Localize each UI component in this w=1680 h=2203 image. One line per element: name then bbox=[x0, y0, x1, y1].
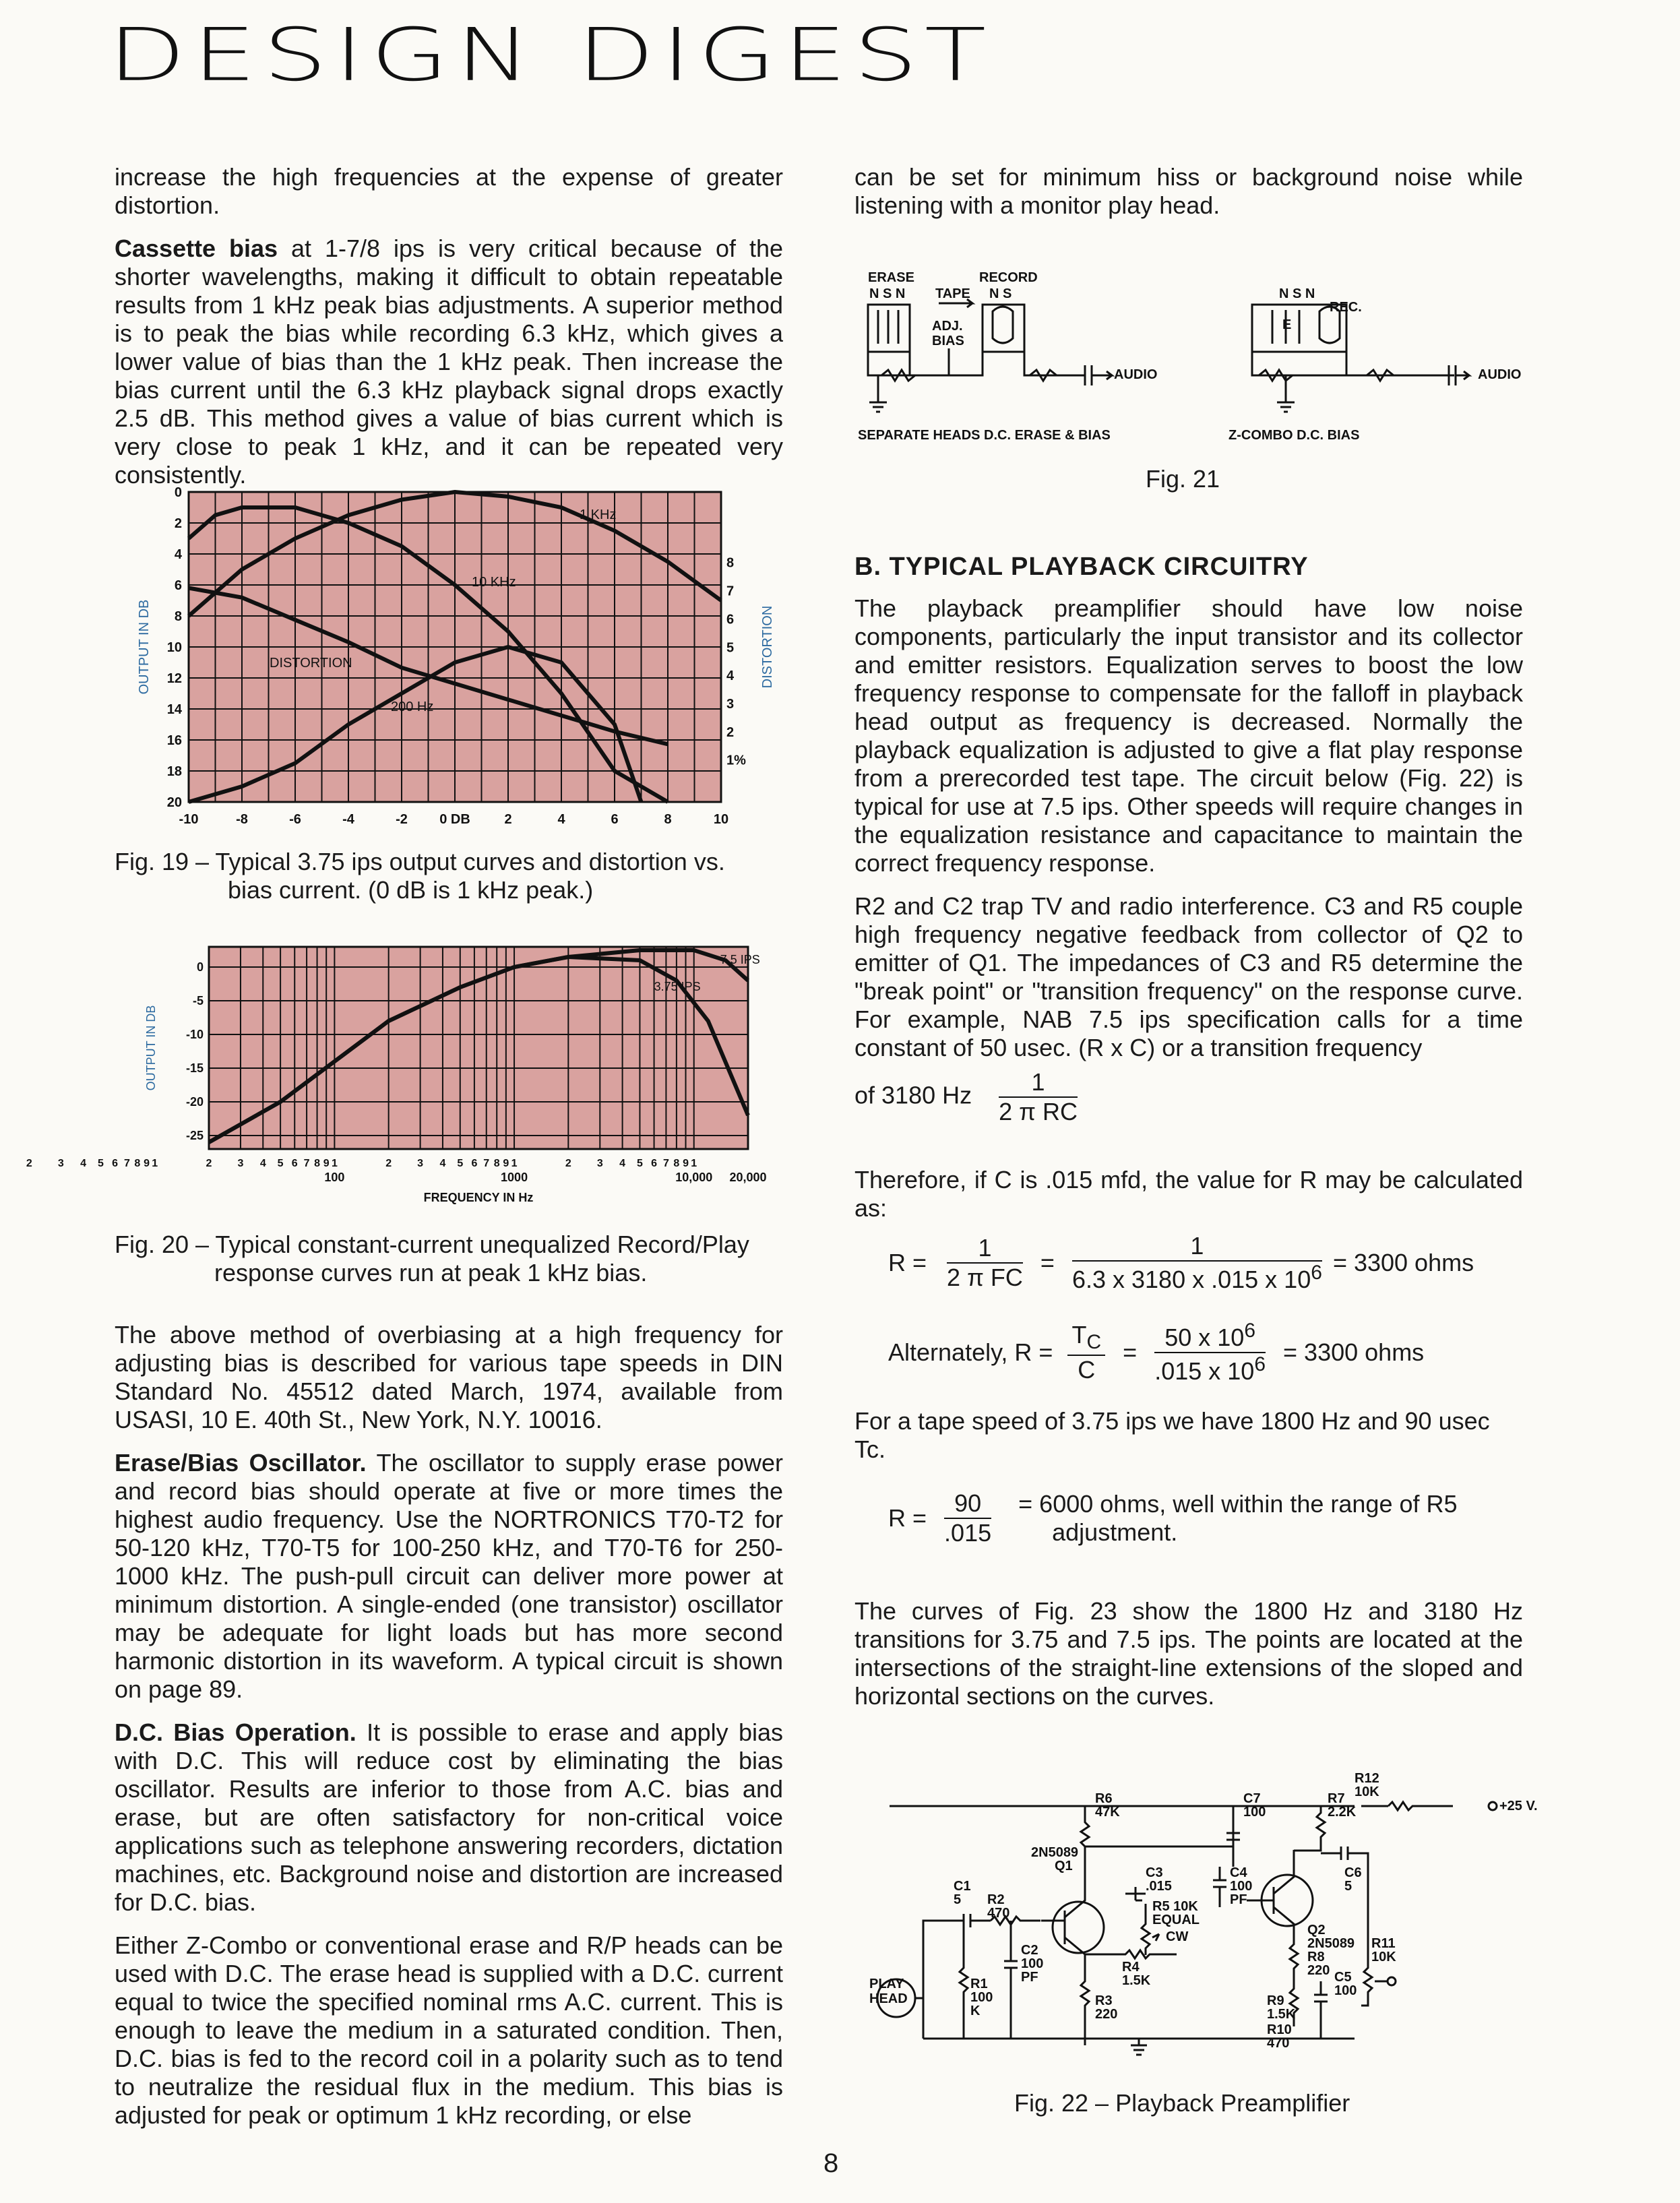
x-tick-label: 1 bbox=[331, 1158, 338, 1169]
y-tick-label: 0 bbox=[196, 960, 204, 974]
paragraph-text: It is possible to erase and apply bias with D.C. This will reduce cost by eliminating the bias oscillator. Results are inferior to those from A.C. bias and erase, but are often satisfactory for non-critical voice applications such as telephone answering recorders, dictation machines, etc. Background noise and distortion are increased for D.C. bias. bbox=[115, 1718, 783, 1916]
series-label: 1 KHz bbox=[580, 507, 617, 522]
label-nsn: N S N bbox=[869, 286, 906, 301]
label-erase: ERASE bbox=[868, 270, 914, 285]
y-tick-label: -10 bbox=[185, 1028, 204, 1041]
paragraph-block bbox=[854, 1166, 1523, 1237]
right-column bbox=[854, 163, 1523, 235]
x-tick-label: 2 bbox=[206, 1158, 212, 1169]
y-axis-label: OUTPUT IN DB bbox=[144, 1005, 158, 1091]
resistance-equation-3: R = $\frac{90}{.015}$ = 6000 ohms, well within the range of R5 adjustment. bbox=[888, 1489, 1458, 1547]
x-tick-label: -8 bbox=[236, 812, 248, 827]
equation-result: = 3300 ohms bbox=[1283, 1338, 1425, 1366]
r6-resistor bbox=[1081, 1806, 1089, 1860]
schematic-label: PLAY bbox=[869, 1977, 904, 1991]
schematic-label: HEAD bbox=[869, 1991, 908, 2006]
y-tick-label: -20 bbox=[185, 1095, 204, 1109]
schematic-label: 5 bbox=[954, 1892, 962, 1907]
series-label: 3.75 IPS bbox=[654, 980, 701, 993]
equation-prefix: Alternately, R = bbox=[888, 1338, 1053, 1366]
x-decade-label: 100 bbox=[324, 1171, 345, 1184]
y-tick-label: 10 bbox=[166, 640, 182, 655]
caption-line: bias current. (0 dB is 1 kHz peak.) bbox=[228, 876, 594, 904]
schematic-label: C2 bbox=[1021, 1943, 1038, 1958]
x-tick-label: 6 bbox=[651, 1158, 658, 1169]
label-e: E bbox=[1282, 317, 1292, 332]
r1-resistor bbox=[960, 1921, 968, 2039]
fig19-chart bbox=[108, 485, 782, 836]
y-tick-label: 14 bbox=[166, 702, 182, 717]
right-column-body bbox=[854, 553, 1523, 1077]
section-title: B. TYPICAL PLAYBACK CIRCUITRY bbox=[854, 553, 1309, 581]
schematic-label: 100 bbox=[970, 1990, 993, 2005]
x-tick-label: 9 bbox=[323, 1158, 330, 1169]
c2-capacitor bbox=[1004, 1921, 1018, 2039]
x-tick-label: 1 bbox=[691, 1158, 697, 1169]
equation-text: = 6000 ohms, well within the range of R5 bbox=[1018, 1490, 1458, 1518]
y2-tick-label: 2 bbox=[726, 724, 735, 740]
capacitor-symbol bbox=[1442, 365, 1469, 385]
series-label: 200 Hz bbox=[391, 700, 434, 714]
y-tick-label: -25 bbox=[185, 1129, 204, 1142]
label-zcombo: Z-COMBO D.C. BIAS bbox=[1228, 428, 1360, 443]
series-label: 7.5 IPS bbox=[720, 953, 760, 966]
label-audio: AUDIO bbox=[1114, 367, 1158, 382]
label-audio-right: AUDIO bbox=[1478, 367, 1522, 382]
schematic-label: 470 bbox=[987, 1906, 1010, 1921]
x-tick-label: 9 bbox=[683, 1158, 689, 1169]
schematic-label: 100 bbox=[1243, 1805, 1266, 1820]
x-tick-label: -10 bbox=[179, 812, 199, 827]
y2-tick-label: 3 bbox=[726, 697, 735, 712]
y2-tick-label: 5 bbox=[726, 640, 735, 656]
schematic-label: R6 bbox=[1095, 1791, 1113, 1806]
schematic-label: 2N5089 bbox=[1031, 1845, 1079, 1860]
label-bias: BIAS bbox=[932, 334, 964, 348]
x-tick-label: 3 bbox=[237, 1158, 244, 1169]
x-tick-label: 2 bbox=[504, 812, 512, 827]
supply-terminal bbox=[1489, 1802, 1497, 1810]
y-tick-label: 6 bbox=[174, 578, 182, 593]
output-terminal bbox=[1388, 1977, 1396, 1985]
schematic-label: 220 bbox=[1307, 1963, 1330, 1978]
y-tick-label: -15 bbox=[185, 1061, 204, 1075]
fig22-schematic bbox=[869, 1766, 1538, 2055]
x-tick-label: 7 bbox=[303, 1158, 310, 1169]
ground-symbol bbox=[1131, 2039, 1147, 2055]
fig20-caption bbox=[115, 1231, 788, 1287]
label-nsn-right: N S N bbox=[1279, 286, 1315, 301]
y-tick-label: 4 bbox=[174, 547, 182, 562]
r5-wiper bbox=[1152, 1934, 1159, 1941]
schematic-label: C7 bbox=[1243, 1791, 1261, 1806]
x-tick-label: 5 bbox=[636, 1158, 643, 1169]
x-tick-label: 9 bbox=[144, 1158, 150, 1169]
equation-text: adjustment. bbox=[1052, 1518, 1178, 1546]
schematic-label: .015 bbox=[1146, 1879, 1172, 1894]
y-tick-label: 12 bbox=[166, 671, 182, 686]
paragraph: Therefore, if C is .015 mfd, the value for R may be calculated as: bbox=[854, 1166, 1523, 1222]
y2-tick-label: 8 bbox=[726, 555, 735, 571]
paragraph: R2 and C2 trap TV and radio interference. C3 and R5 couple high frequency negative feedback from collector of Q2 to emitter of Q1. The impedances of C3 and R5 determine the "break point" or "transition frequency" on the response curve. For example, NAB 7.5 ips specification calls for a time constant of 50 usec. (R x C) or a transition frequency bbox=[854, 892, 1523, 1061]
schematic-label: 1.5K bbox=[1267, 2007, 1296, 2022]
x-decade-label: 20,000 bbox=[729, 1171, 767, 1184]
label-adj: ADJ. bbox=[932, 319, 963, 334]
x-tick-label: 0 DB bbox=[439, 812, 470, 827]
ground-symbol bbox=[1277, 375, 1295, 412]
caption-line: Fig. 19 – Typical 3.75 ips output curves and distortion vs. bbox=[115, 848, 725, 875]
schematic-label: PF bbox=[1021, 1970, 1038, 1985]
schematic-label: 100 bbox=[1021, 1956, 1044, 1971]
erase-head-coil bbox=[878, 310, 898, 344]
schematic-label: 470 bbox=[1267, 2036, 1290, 2051]
schematic-label: 100 bbox=[1230, 1879, 1253, 1894]
r3-resistor bbox=[1081, 1975, 1089, 2045]
y2-tick-label: 4 bbox=[726, 669, 735, 684]
x-tick-label: 6 bbox=[291, 1158, 298, 1169]
paragraph: The playback preamplifier should have low noise components, particularly the input transistor and its collector and emitter resistors. Equalization serves to boost the low frequency response to compensate for the falloff in playback head output as frequency is decreased. Normally the playback equalization is adjusted to give a flat play response from a prerecorded test tape. The circuit below (Fig. 22) is typical for use at 7.5 ips. Other speeds will require changes in the equalization resistance and capacitance to maintain the correct frequency response. bbox=[854, 594, 1523, 877]
x-tick-label: 1 bbox=[511, 1158, 518, 1169]
equation-fraction: $\frac{1}{\text{2 π RC}}$ bbox=[999, 1068, 1078, 1125]
caption-line: Fig. 20 – Typical constant-current unequalized Record/Play bbox=[115, 1231, 749, 1258]
schematic-label: 1.5K bbox=[1122, 1973, 1151, 1988]
x-tick-label: 3 bbox=[417, 1158, 424, 1169]
schematic-label: C4 bbox=[1230, 1865, 1247, 1880]
schematic-label: EQUAL bbox=[1152, 1913, 1200, 1927]
paragraph bbox=[115, 1449, 783, 1704]
schematic-label: R10 bbox=[1267, 2022, 1292, 2037]
schematic-label: 10K bbox=[1355, 1785, 1379, 1799]
paragraph bbox=[115, 235, 783, 489]
audio-arrow bbox=[1105, 371, 1112, 379]
x-decade-label: 1000 bbox=[501, 1171, 528, 1184]
schematic-label: K bbox=[970, 2004, 981, 2018]
x-tick-label: -6 bbox=[289, 812, 301, 827]
x-tick-label: -4 bbox=[342, 812, 354, 827]
x-tick-label: 8 bbox=[493, 1158, 500, 1169]
wiring bbox=[915, 1921, 964, 2039]
page-number: 8 bbox=[823, 2148, 839, 2178]
x-tick-label: 6 bbox=[471, 1158, 478, 1169]
label-record: RECORD bbox=[979, 270, 1038, 285]
paragraph: can be set for minimum hiss or background noise while listening with a monitor play head. bbox=[854, 163, 1523, 219]
paragraph-lead: Erase/Bias Oscillator. bbox=[115, 1449, 367, 1477]
paragraph: increase the high frequencies at the expense of greater distortion. bbox=[115, 163, 783, 219]
x-tick-label: 2 bbox=[385, 1158, 392, 1169]
q1-transistor bbox=[1053, 1902, 1104, 1953]
paragraph: Either Z-Combo or conventional erase and R/P heads can be used with D.C. The erase head is supplied with a D.C. current equal to twice the specified nominal rms A.C. current. This is enough to leave the medium in a saturated condition. Then, D.C. bias is fed to the record coil in a polarity such as to tend to neutralize the residual flux in the medium. This bias is adjusted for peak or optimum 1 kHz recording, or else bbox=[115, 1931, 783, 2129]
fig19-caption bbox=[115, 848, 788, 904]
label-tape: TAPE bbox=[935, 286, 970, 301]
y-tick-label: -5 bbox=[192, 994, 204, 1007]
schematic-label: C3 bbox=[1146, 1865, 1163, 1880]
schematic-label: C1 bbox=[954, 1879, 971, 1894]
x-decade-label: 10,000 bbox=[675, 1171, 713, 1184]
schematic-label: 220 bbox=[1095, 2007, 1118, 2022]
x-tick-label: 6 bbox=[112, 1158, 119, 1169]
schematic-label: R7 bbox=[1328, 1791, 1345, 1806]
paragraph-block bbox=[854, 1407, 1523, 1464]
paragraph bbox=[115, 1718, 783, 1917]
y-axis-label: OUTPUT IN DB bbox=[137, 599, 152, 695]
x-tick-label: 4 bbox=[557, 812, 565, 827]
x-tick-label: 1 bbox=[152, 1158, 158, 1169]
c3-r5-network bbox=[1125, 1887, 1150, 1955]
equation-result: = 3300 ohms bbox=[1332, 1249, 1474, 1276]
schematic-label: C6 bbox=[1344, 1865, 1362, 1880]
record-head-symbol bbox=[983, 305, 1024, 352]
page-title: DESIGN DIGEST bbox=[108, 13, 993, 98]
schematic-label: R9 bbox=[1267, 1993, 1284, 2008]
x-tick-label: 10 bbox=[713, 812, 729, 827]
y-tick-label: 0 bbox=[174, 485, 182, 500]
x-tick-label: 4 bbox=[619, 1158, 626, 1169]
schematic-label: R2 bbox=[987, 1892, 1005, 1907]
x-tick-label: 7 bbox=[662, 1158, 669, 1169]
schematic-label: R11 bbox=[1371, 1936, 1396, 1951]
schematic-label: CW bbox=[1166, 1929, 1189, 1944]
x-tick-label: 5 bbox=[277, 1158, 284, 1169]
ground-symbol bbox=[869, 375, 887, 412]
x-tick-label: 6 bbox=[611, 812, 619, 827]
resistance-equation-2: Alternately, R = $\frac{T_C}{C}$ = $\frac{50 x 10^6}{.015 x 10^6}$ = 3300 ohms bbox=[888, 1320, 1425, 1385]
x-tick-label: 8 bbox=[134, 1158, 141, 1169]
r4-resistor bbox=[1085, 1950, 1177, 1958]
x-tick-label: 8 bbox=[673, 1158, 680, 1169]
schematic-label: 5 bbox=[1344, 1879, 1352, 1894]
x-tick-label: 4 bbox=[259, 1158, 266, 1169]
series-label: 10 KHz bbox=[472, 575, 516, 590]
schematic-label: +25 V. bbox=[1499, 1799, 1538, 1813]
y-tick-label: 18 bbox=[166, 764, 182, 779]
x-tick-label: 7 bbox=[123, 1158, 130, 1169]
schematic-label: 2.2K bbox=[1328, 1805, 1357, 1820]
series-label: DISTORTION bbox=[270, 656, 352, 671]
schematic-label: R1 bbox=[970, 1977, 988, 1991]
x-tick-label: 5 bbox=[97, 1158, 104, 1169]
schematic-label: R8 bbox=[1307, 1950, 1325, 1964]
x-tick-label: 3 bbox=[596, 1158, 603, 1169]
y-tick-label: 8 bbox=[174, 609, 182, 624]
x-axis-label: FREQUENCY IN Hz bbox=[423, 1191, 534, 1204]
y2-tick-label: 7 bbox=[726, 584, 735, 599]
q2-leads bbox=[1247, 1850, 1294, 1937]
schematic-label: PF bbox=[1230, 1892, 1247, 1907]
schematic-label: R3 bbox=[1095, 1993, 1113, 2008]
x-tick-label: 5 bbox=[457, 1158, 464, 1169]
y-tick-label: 20 bbox=[166, 795, 182, 810]
fig22-caption: Fig. 22 – Playback Preamplifier bbox=[1014, 2089, 1350, 2117]
schematic-label: Q1 bbox=[1055, 1859, 1073, 1873]
transition-equation bbox=[854, 1068, 1078, 1126]
schematic-label: 10K bbox=[1371, 1950, 1396, 1964]
resistance-equation-1: R = $\frac{1}{\text{2 π FC}}$ = $\frac{1}{6.3 x 3180 x .015 x 10^6}$ = 3300 ohms bbox=[888, 1232, 1474, 1293]
label-rec: REC. bbox=[1330, 300, 1362, 315]
fig21-caption: Fig. 21 bbox=[1146, 465, 1220, 493]
y-tick-label: 16 bbox=[166, 733, 182, 748]
schematic-label: Q2 bbox=[1307, 1923, 1326, 1937]
paragraph-text: at 1-7/8 ips is very critical because of the shorter wavelengths, making it difficult to obtain repeatable results from 1 kHz peak bias adjustments. A superior method is to peak the bias while recording 6.3 kHz, which gives a lower value of bias than the 1 kHz peak. Then increase the bias current until the 6.3 kHz playback signal drops exactly 2.5 dB. This method gives a value of bias current which is very close to peak 1 kHz, and it can be repeated very consistently. bbox=[115, 235, 783, 489]
x-tick-label: 7 bbox=[483, 1158, 490, 1169]
schematic-label: C5 bbox=[1334, 1970, 1352, 1985]
x-tick-label: 3 bbox=[57, 1158, 64, 1169]
schematic-label: 100 bbox=[1334, 1983, 1357, 1998]
paragraph: For a tape speed of 3.75 ips we have 1800 Hz and 90 usec Tc. bbox=[854, 1407, 1490, 1463]
x-tick-label: 8 bbox=[664, 812, 672, 827]
x-tick-label: 9 bbox=[503, 1158, 509, 1169]
c1-capacitor bbox=[964, 1914, 991, 1927]
q1-leads bbox=[1041, 1860, 1085, 1975]
paragraph-lead: Cassette bias bbox=[115, 235, 278, 262]
fig21-diagram bbox=[854, 263, 1528, 452]
x-tick-label: 2 bbox=[565, 1158, 571, 1169]
schematic-label: R5 10K bbox=[1152, 1899, 1198, 1914]
y2-tick-label: 1% bbox=[726, 753, 746, 768]
paragraph: The curves of Fig. 23 show the 1800 Hz and 3180 Hz transitions for 3.75 and 7.5 ips. The points are located at the intersections of the straight-line extensions of the sloped and horizontal sections on the curves. bbox=[854, 1597, 1523, 1710]
r7-resistor bbox=[1294, 1806, 1325, 1851]
wiring bbox=[1252, 352, 1454, 375]
y2-axis-label: DISTORTION bbox=[760, 605, 775, 689]
label-separate-heads: SEPARATE HEADS D.C. ERASE & BIAS bbox=[858, 428, 1111, 443]
equation-text: of 3180 Hz bbox=[854, 1081, 972, 1109]
schematic-label: R4 bbox=[1122, 1960, 1140, 1975]
paragraph-lead: D.C. Bias Operation. bbox=[115, 1718, 356, 1746]
y2-tick-label: 6 bbox=[726, 612, 735, 627]
left-column bbox=[115, 163, 783, 504]
x-tick-label: 2 bbox=[26, 1158, 32, 1169]
paragraph: The above method of overbiasing at a high frequency for adjusting bias is described for various tape speeds in DIN Standard No. 45512 dated March, 1974, available from USASI, 10 E. 40th St., New York, N.Y. 10016. bbox=[115, 1321, 783, 1433]
fig20-chart bbox=[26, 940, 782, 1223]
y-tick-label: 2 bbox=[174, 516, 182, 531]
x-tick-label: -2 bbox=[396, 812, 408, 827]
schematic-label: R12 bbox=[1355, 1771, 1379, 1786]
x-tick-label: 8 bbox=[314, 1158, 321, 1169]
schematic-label: 47K bbox=[1095, 1805, 1120, 1820]
caption-line: response curves run at peak 1 kHz bias. bbox=[214, 1259, 648, 1286]
record-head-coil bbox=[993, 307, 1013, 343]
c4-capacitor bbox=[1213, 1867, 1226, 1907]
x-tick-label: 4 bbox=[80, 1158, 87, 1169]
schematic-label: 2N5089 bbox=[1307, 1936, 1355, 1951]
c5-capacitor bbox=[1314, 1981, 1328, 2039]
r12-resistor bbox=[1361, 1802, 1453, 1810]
left-column-lower bbox=[115, 1321, 783, 2144]
paragraph-block bbox=[854, 1597, 1523, 1725]
paragraph-text: The oscillator to supply erase power and record bias should operate at five or more times the highest audio frequency. Use the NORTRONICS T70-T2 for 50-120 kHz, T70-T5 for 100-250 kHz, and T70-T6 for 250-1000 kHz. The push-pull circuit can deliver more power at minimum distortion. A single-ended (one transistor) oscillator may be adequate for light loads but has more second harmonic distortion in its waveform. A typical circuit is shown on page 89. bbox=[115, 1449, 783, 1703]
x-tick-label: 4 bbox=[439, 1158, 446, 1169]
label-ns: N S bbox=[989, 286, 1012, 301]
